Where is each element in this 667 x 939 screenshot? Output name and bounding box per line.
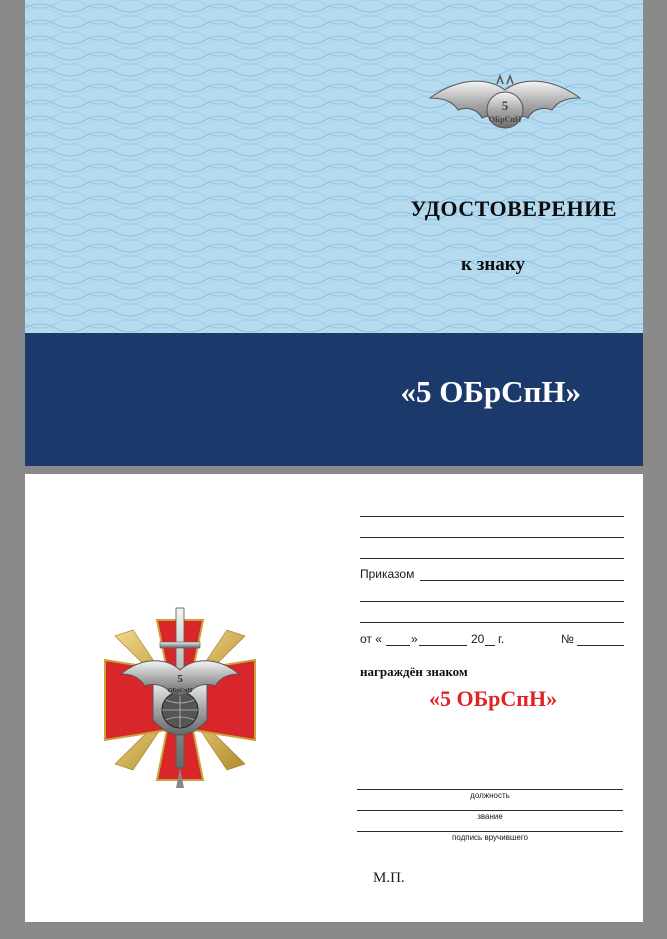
badge-cross-icon <box>85 600 275 800</box>
cover-subtitle: к знаку <box>461 254 525 275</box>
date-close-quote: » <box>411 632 418 646</box>
year-label: 20 <box>471 632 485 646</box>
emblem-text: ОБрСпН <box>488 115 522 124</box>
badge-text: ОБрСпН <box>167 688 193 694</box>
form-line[interactable] <box>360 622 624 623</box>
signature-label: подпись вручившего <box>451 833 529 842</box>
signature-field[interactable] <box>357 831 623 832</box>
form-line[interactable] <box>360 537 624 538</box>
form-line[interactable] <box>360 516 624 517</box>
awarded-text: награждён знаком <box>360 664 468 679</box>
certificate-cover <box>25 0 643 466</box>
emblem-number: 5 <box>501 98 509 113</box>
badge-number: 5 <box>177 673 183 685</box>
position-field[interactable] <box>357 789 623 790</box>
rank-label: звание <box>477 812 503 821</box>
number-label: № <box>561 632 574 646</box>
year-suffix: г. <box>498 632 505 646</box>
certificate-inner <box>25 474 643 922</box>
guilloche-pattern <box>25 0 643 333</box>
inner-unit-name: «5 ОБрСпН» <box>429 686 558 711</box>
stamp-label: М.П. <box>373 870 405 886</box>
year-field[interactable] <box>485 645 495 646</box>
date-from-label: от « <box>360 632 382 646</box>
position-label: должность <box>470 791 510 800</box>
order-field[interactable] <box>420 580 624 581</box>
rank-field[interactable] <box>357 810 623 811</box>
form-line[interactable] <box>360 558 624 559</box>
cover-unit-name: «5 ОБрСпН» <box>400 374 581 409</box>
month-field[interactable] <box>419 645 467 646</box>
form-line[interactable] <box>360 601 624 602</box>
order-label: Приказом <box>360 567 415 581</box>
number-field[interactable] <box>577 645 624 646</box>
day-field[interactable] <box>386 645 410 646</box>
bat-emblem-icon <box>420 70 590 160</box>
cover-title: УДОСТОВЕРЕНИЕ <box>410 196 617 221</box>
